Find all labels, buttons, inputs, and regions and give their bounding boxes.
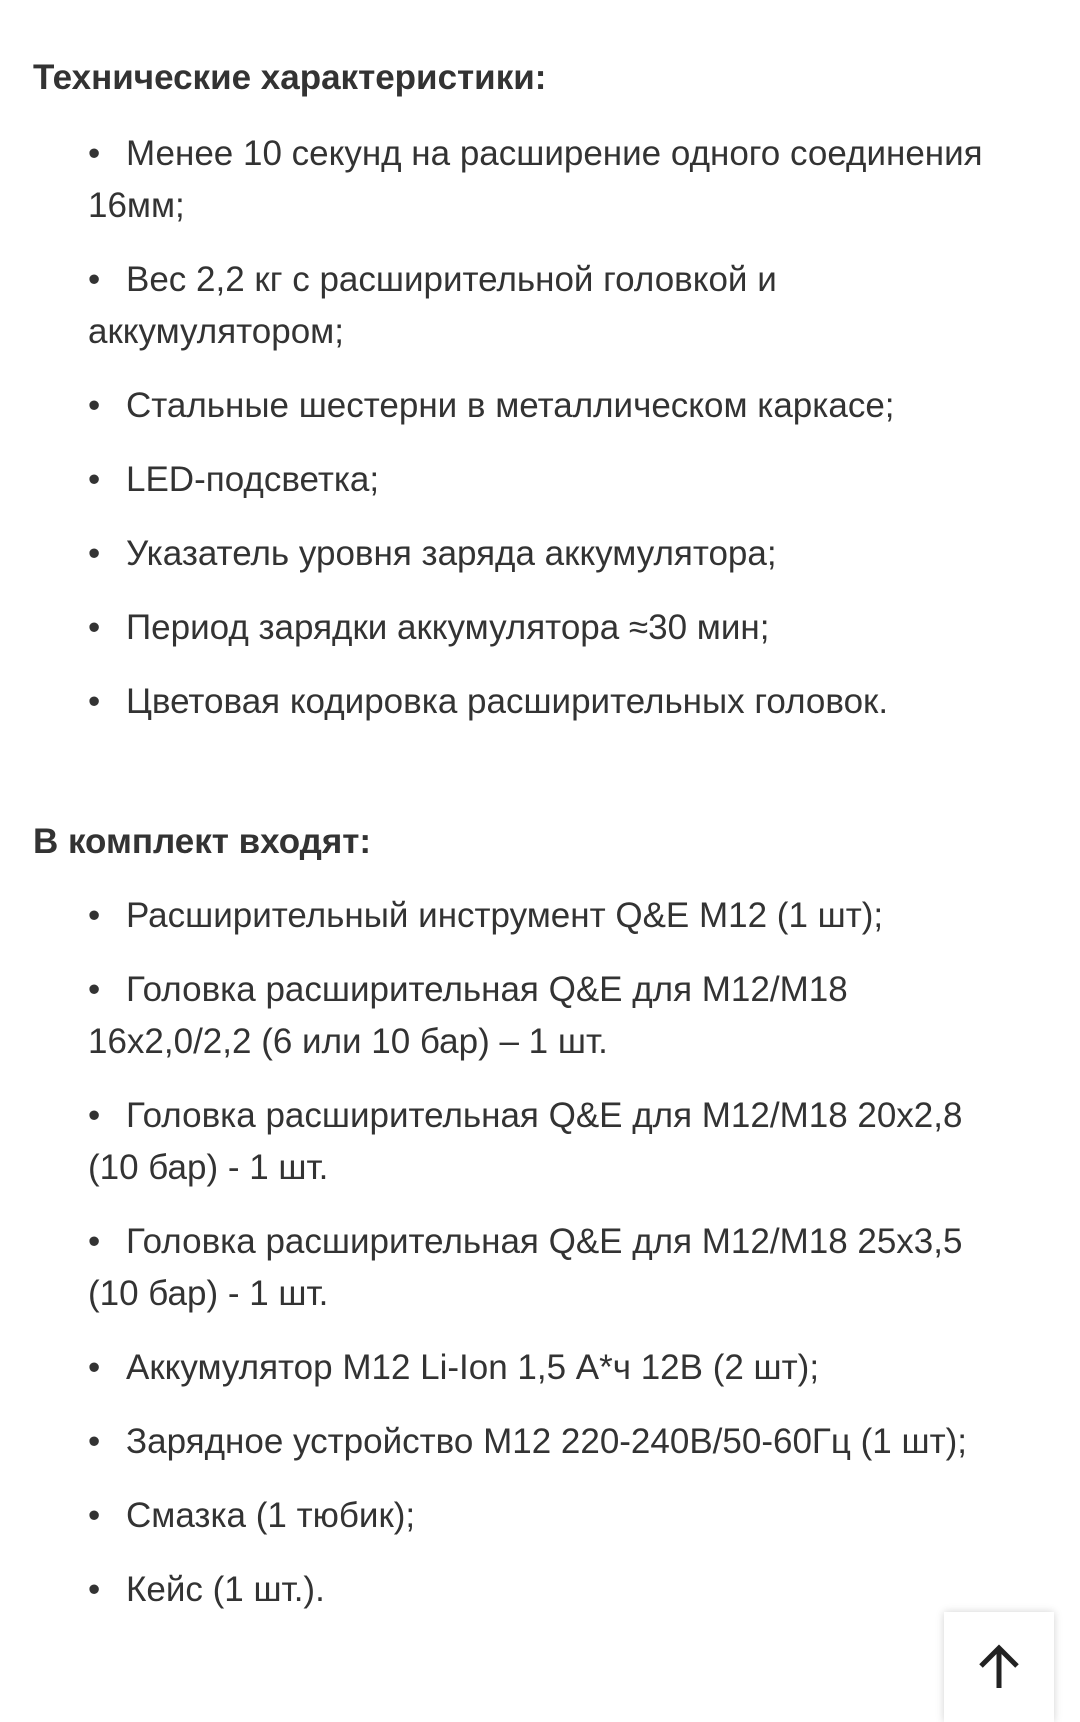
list-item: • Головка расширительная Q&E для M12/M18 16х2,0/2,2 (6 или 10 бар) – 1 шт. xyxy=(88,964,1008,1068)
list-item: • Вес 2,2 кг с расширительной головкой и аккумулятором; xyxy=(88,254,1008,358)
bullet-icon: • xyxy=(88,460,101,499)
specs-heading: Технические характеристики: xyxy=(33,58,547,97)
bullet-icon: • xyxy=(88,608,101,647)
list-item: • Аккумулятор M12 Li-Ion 1,5 А*ч 12В (2 шт); xyxy=(88,1342,1008,1394)
list-item: • Головка расширительная Q&E для M12/M18 25х3,5 (10 бар) - 1 шт. xyxy=(88,1216,1008,1320)
bullet-icon: • xyxy=(88,1222,101,1261)
scroll-to-top-button[interactable] xyxy=(944,1612,1054,1722)
bullet-icon: • xyxy=(88,1422,101,1461)
list-item: • Менее 10 секунд на расширение одного соединения 16мм; xyxy=(88,128,1008,232)
list-item: • Расширительный инструмент Q&E M12 (1 шт); xyxy=(88,890,1008,942)
arrow-up-icon xyxy=(974,1642,1024,1692)
list-item: • Головка расширительная Q&E для M12/M18 20х2,8 (10 бар) - 1 шт. xyxy=(88,1090,1008,1194)
bullet-icon: • xyxy=(88,134,101,173)
bullet-icon: • xyxy=(88,386,101,425)
bullet-icon: • xyxy=(88,1496,101,1535)
bullet-icon: • xyxy=(88,260,101,299)
list-item: • LED-подсветка; xyxy=(88,454,1008,506)
list-item: • Период зарядки аккумулятора ≈30 мин; xyxy=(88,602,1008,654)
list-item: • Стальные шестерни в металлическом каркасе; xyxy=(88,380,1008,432)
list-item: • Указатель уровня заряда аккумулятора; xyxy=(88,528,1008,580)
bullet-icon: • xyxy=(88,1096,101,1135)
bullet-icon: • xyxy=(88,682,101,721)
kit-heading: В комплект входят: xyxy=(33,822,372,861)
bullet-icon: • xyxy=(88,534,101,573)
kit-list xyxy=(88,890,1008,1638)
specs-list xyxy=(88,128,1008,750)
bullet-icon: • xyxy=(88,1570,101,1609)
bullet-icon: • xyxy=(88,1348,101,1387)
list-item: • Смазка (1 тюбик); xyxy=(88,1490,1008,1542)
list-item: • Зарядное устройство M12 220-240В/50-60Гц (1 шт); xyxy=(88,1416,1008,1468)
list-item: • Кейс (1 шт.). xyxy=(88,1564,1008,1616)
bullet-icon: • xyxy=(88,896,101,935)
bullet-icon: • xyxy=(88,970,101,1009)
list-item: • Цветовая кодировка расширительных головок. xyxy=(88,676,1008,728)
